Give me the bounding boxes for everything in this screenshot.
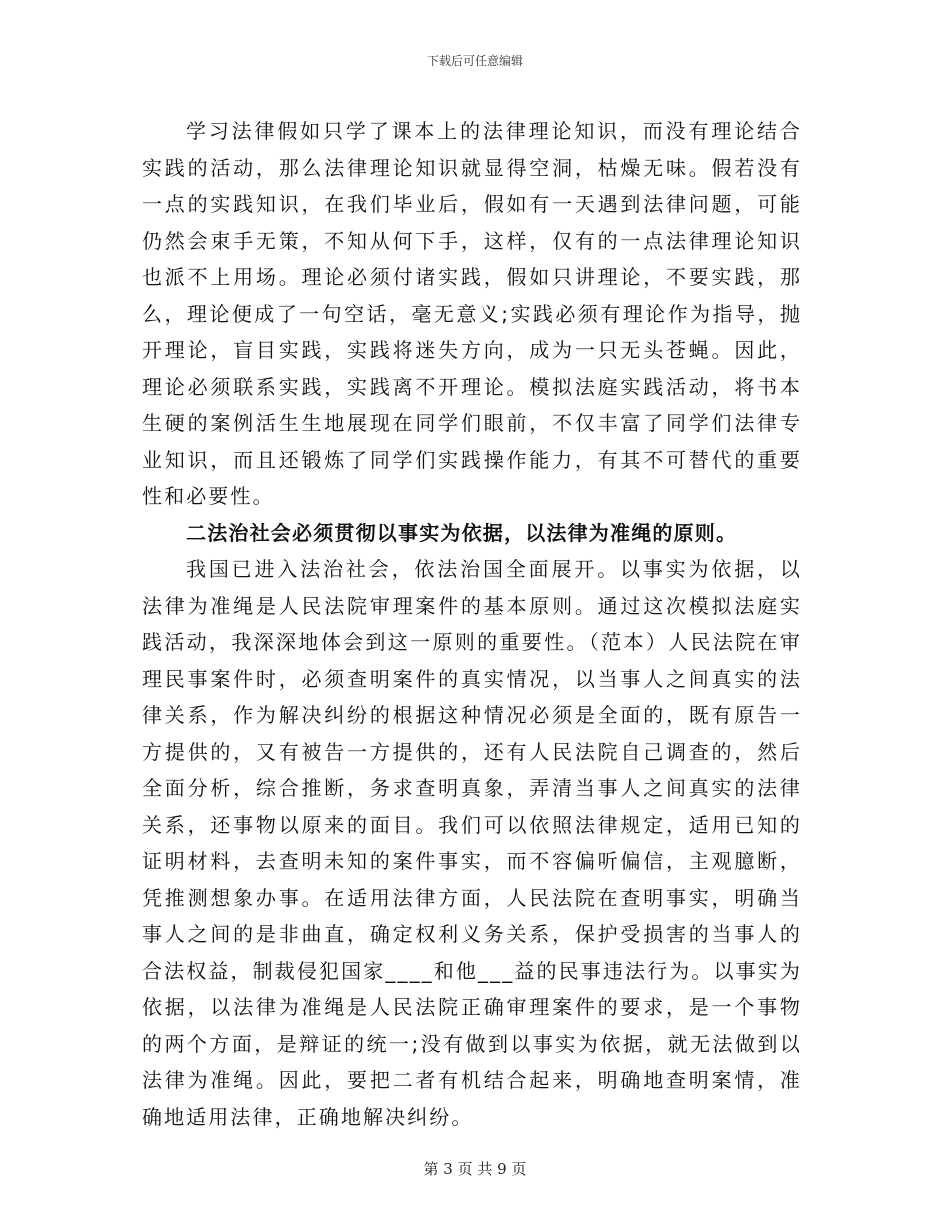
paragraph-theory-practice: 学习法律假如只学了课本上的法律理论知识，而没有理论结合实践的活动，那么法律理论知识就显得空洞，枯燥无味。假若没有一点的实践知识，在我们毕业后，假如有一天遇到法律问题，可能仍然会束手无策，不知从何下手，这样，仅有的一点法律理论知识也派不上用场。理论必须付诸实践，假如只讲理论，不要实践，那么，理论便成了一句空话，毫无意义;实践必须有理论作为指导，抛开理论，盲目实践，实践将迷失方向，成为一只无头苍蝇。因此，理论必须联系实践，实践离不开理论。模拟法庭实践活动，将书本生硬的案例活生生地展现在同学们眼前，不仅丰富了同学们法律专业知识，而且还锻炼了同学们实践操作能力，有其不可替代的重要性和必要性。 — [142, 119, 802, 508]
section-heading-rule-of-law: 二法治社会必须贯彻以事实为依据，以法律为准绳的原则。 — [186, 520, 738, 545]
paragraph-facts-and-law: 我国已进入法治社会，依法治国全面展开。以事实为依据，以法律为准绳是人民法院审理案件的基本原则。通过这次模拟法庭实践活动，我深深地体会到这一原则的重要性。（范本）人民法院在审理民事案件时，必须查明案件的真实情况，以当事人之间真实的法律关系，作为解决纠纷的根据这种情况必须是全面的，既有原告一方提供的，又有被告一方提供的，还有人民法院自己调查的，然后全面分析，综合推断，务求查明真象，弄清当事人之间真实的法律关系，还事物以原来的面目。我们可以依照法律规定，适用已知的证明材料，去查明未知的案件事实，而不容偏听偏信，主观臆断，凭推测想象办事。在适用法律方面，人民法院在查明事实，明确当事人之间的是非曲直，确定权利义务关系，保护受损害的当事人的合法权益，制裁侵犯国家____和他___益的民事违法行为。以事实为依据，以法律为准绳是人民法院正确审理案件的要求，是一个事物的两个方面，是辩证的统一;没有做到以事实为依据，就无法做到以法律为准绳。因此，要把二者有机结合起来，明确地查明案情，准确地适用法律，正确地解决纠纷。 — [142, 557, 802, 1129]
header-note: 下载后可任意编辑 — [426, 54, 523, 68]
page-number-footer: 第 3 页 共 9 页 — [423, 1160, 527, 1178]
document-body — [142, 113, 802, 1135]
